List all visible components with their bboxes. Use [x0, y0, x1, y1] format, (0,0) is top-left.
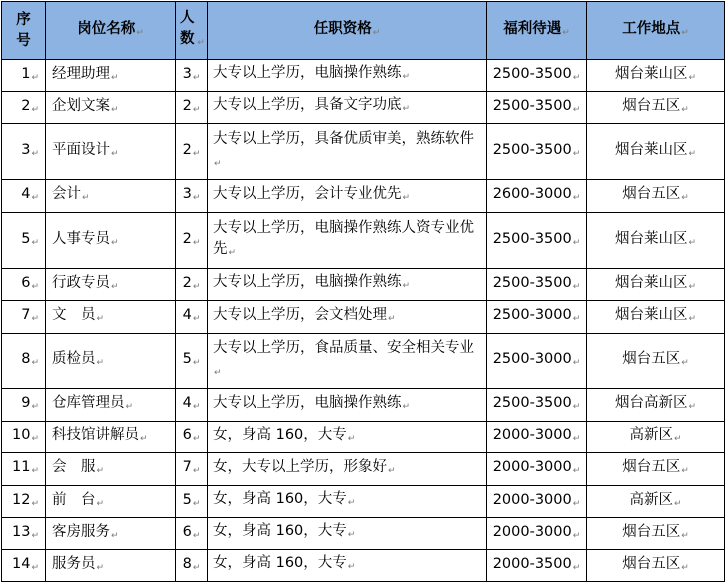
cell-index — [2, 486, 46, 518]
cell-salary — [487, 453, 587, 486]
cell-requirement — [208, 422, 487, 453]
cell-requirement-text: 女，身高 160，大专 — [213, 523, 347, 539]
paragraph-mark-icon: ↵ — [572, 281, 581, 292]
paragraph-mark-icon: ↵ — [228, 247, 237, 258]
paragraph-mark-icon: ↵ — [96, 358, 105, 368]
cell-position — [46, 92, 176, 124]
cell-position — [46, 422, 176, 453]
paragraph-mark-icon: ↵ — [572, 314, 581, 324]
cell-requirement-text: 大专以上学历，具备文字功底 — [213, 97, 402, 113]
cell-location — [587, 213, 725, 269]
cell-location-text: 烟台高新区 — [614, 395, 688, 411]
table-row — [2, 334, 725, 389]
paragraph-mark-icon: ↵ — [572, 434, 581, 444]
cell-requirement-text: 大专以上学历，电脑操作熟练 — [213, 65, 402, 81]
cell-index — [2, 453, 46, 486]
paragraph-mark-icon: ↵ — [347, 433, 356, 444]
paragraph-mark-icon: ↵ — [31, 314, 39, 324]
cell-index-text: 14 — [12, 555, 31, 572]
cell-index — [2, 213, 46, 269]
cell-count — [176, 60, 208, 92]
cell-position-text: 会 服 — [52, 459, 96, 475]
paragraph-mark-icon: ↵ — [31, 434, 39, 444]
paragraph-mark-icon: ↵ — [214, 368, 222, 378]
cell-count-text: 8 — [182, 555, 192, 572]
cell-requirement — [208, 550, 487, 582]
cell-requirement-text: 大专以上学历，具备优质审美，熟练软件 — [213, 130, 474, 147]
table-row — [2, 213, 725, 269]
cell-location-text: 高新区 — [629, 427, 673, 443]
cell-location-text: 烟台五区 — [622, 186, 681, 202]
paragraph-mark-icon: ↵ — [681, 193, 689, 203]
cell-location — [587, 92, 725, 124]
cell-count — [176, 422, 208, 453]
table-row — [2, 124, 725, 180]
cell-location — [587, 180, 725, 213]
cell-requirement — [208, 269, 487, 301]
paragraph-mark-icon: ↵ — [31, 281, 39, 292]
cell-location-text: 烟台五区 — [622, 97, 681, 114]
cell-salary-text: 2000-3000 — [492, 427, 572, 443]
cell-index-text: 12 — [12, 491, 31, 508]
paragraph-mark-icon: ↵ — [681, 27, 689, 38]
paragraph-mark-icon: ↵ — [192, 402, 201, 412]
paragraph-mark-icon: ↵ — [372, 27, 381, 38]
cell-location — [587, 124, 725, 180]
cell-index — [2, 92, 46, 124]
paragraph-mark-icon: ↵ — [681, 530, 689, 541]
header-requirement-label: 任职资格 — [313, 20, 372, 37]
cell-salary — [487, 124, 587, 180]
header-position-label: 岗位名称 — [77, 20, 136, 37]
cell-requirement — [208, 92, 487, 124]
cell-location-text: 烟台莱山区 — [614, 274, 688, 291]
cell-salary — [487, 550, 587, 582]
paragraph-mark-icon: ↵ — [192, 104, 201, 115]
cell-salary — [487, 518, 587, 550]
paragraph-mark-icon: ↵ — [572, 402, 581, 412]
cell-count — [176, 124, 208, 180]
cell-count — [176, 550, 208, 582]
paragraph-mark-icon: ↵ — [192, 530, 201, 541]
cell-index — [2, 550, 46, 582]
cell-count-text: 6 — [182, 427, 192, 443]
paragraph-mark-icon: ↵ — [31, 237, 39, 248]
paragraph-mark-icon: ↵ — [681, 562, 689, 573]
cell-salary — [487, 180, 587, 213]
header-location-label: 工作地点 — [622, 20, 681, 37]
cell-position-text: 服务员 — [52, 555, 96, 572]
table-row — [2, 60, 725, 92]
cell-count — [176, 301, 208, 334]
header-row — [2, 2, 725, 60]
paragraph-mark-icon: ↵ — [572, 358, 581, 368]
cell-index — [2, 334, 46, 389]
paragraph-mark-icon: ↵ — [192, 358, 201, 368]
paragraph-mark-icon: ↵ — [572, 530, 581, 541]
cell-count — [176, 518, 208, 550]
cell-position-text: 客房服务 — [52, 523, 110, 540]
header-salary-label: 福利待遇 — [503, 20, 562, 37]
cell-position-text: 文 员 — [52, 307, 96, 323]
table-row — [2, 422, 725, 453]
cell-index-text: 7 — [21, 307, 31, 323]
cell-position-text: 会计 — [52, 186, 81, 202]
cell-position — [46, 518, 176, 550]
cell-requirement — [208, 453, 487, 486]
cell-salary-text: 2500-3500 — [492, 230, 572, 247]
paragraph-mark-icon: ↵ — [572, 104, 581, 115]
cell-index-text: 9 — [21, 395, 31, 411]
cell-position-text: 仓库管理员 — [52, 395, 125, 411]
paragraph-mark-icon: ↵ — [96, 466, 105, 476]
paragraph-mark-icon: ↵ — [673, 498, 682, 509]
cell-position-text: 企划文案 — [52, 97, 110, 114]
cell-salary — [487, 269, 587, 301]
cell-position — [46, 269, 176, 301]
paragraph-mark-icon: ↵ — [681, 466, 689, 476]
cell-index-text: 3 — [21, 141, 31, 158]
cell-position-text: 人事专员 — [52, 230, 110, 247]
paragraph-mark-icon: ↵ — [681, 358, 689, 368]
cell-requirement — [208, 301, 487, 334]
cell-salary — [487, 213, 587, 269]
cell-count-text: 4 — [182, 307, 192, 323]
paragraph-mark-icon: ↵ — [572, 237, 581, 248]
header-index — [2, 2, 46, 60]
cell-count — [176, 213, 208, 269]
cell-requirement — [208, 334, 487, 389]
cell-location — [587, 486, 725, 518]
paragraph-mark-icon: ↵ — [197, 37, 205, 48]
paragraph-mark-icon: ↵ — [31, 562, 39, 573]
header-requirement — [208, 2, 487, 60]
cell-count-text: 2 — [182, 274, 192, 291]
cell-salary — [487, 389, 587, 422]
paragraph-mark-icon: ↵ — [688, 281, 697, 292]
cell-index-text: 11 — [12, 459, 31, 475]
cell-salary — [487, 334, 587, 389]
cell-location — [587, 334, 725, 389]
cell-requirement-text: 大专以上学历，电脑操作熟练 — [213, 394, 402, 411]
cell-requirement — [208, 518, 487, 550]
cell-count-text: 2 — [182, 141, 192, 158]
cell-count — [176, 92, 208, 124]
cell-salary-text: 2500-3500 — [492, 141, 572, 158]
cell-index — [2, 60, 46, 92]
cell-location-text: 烟台五区 — [622, 459, 681, 475]
cell-salary — [487, 422, 587, 453]
cell-index — [2, 301, 46, 334]
cell-salary — [487, 301, 587, 334]
cell-location — [587, 518, 725, 550]
cell-position — [46, 486, 176, 518]
cell-requirement — [208, 124, 487, 180]
paragraph-mark-icon: ↵ — [96, 562, 105, 573]
paragraph-mark-icon: ↵ — [673, 434, 682, 444]
cell-index-text: 2 — [21, 97, 31, 114]
cell-requirement — [208, 180, 487, 213]
table-row — [2, 550, 725, 582]
cell-count-text: 2 — [182, 97, 192, 114]
paragraph-mark-icon: ↵ — [136, 27, 144, 38]
cell-requirement-text: 大专以上学历，会计专业优先 — [213, 185, 402, 202]
paragraph-mark-icon: ↵ — [31, 530, 39, 541]
cell-index-text: 1 — [21, 65, 31, 82]
cell-salary — [487, 60, 587, 92]
cell-count — [176, 453, 208, 486]
paragraph-mark-icon: ↵ — [402, 401, 411, 412]
paragraph-mark-icon: ↵ — [125, 402, 134, 412]
paragraph-mark-icon: ↵ — [681, 104, 689, 115]
cell-requirement — [208, 486, 487, 518]
cell-count — [176, 389, 208, 422]
paragraph-mark-icon: ↵ — [111, 72, 119, 83]
cell-salary-text: 2500-3000 — [492, 307, 572, 323]
cell-position-text: 经理助理 — [52, 65, 110, 82]
cell-position — [46, 334, 176, 389]
cell-location — [587, 550, 725, 582]
paragraph-mark-icon: ↵ — [111, 237, 119, 248]
cell-position-text: 前 台 — [52, 491, 96, 508]
job-table — [1, 1, 725, 582]
paragraph-mark-icon: ↵ — [688, 314, 697, 324]
paragraph-mark-icon: ↵ — [572, 148, 581, 159]
cell-count-text: 4 — [182, 395, 192, 411]
cell-salary-text: 2500-3500 — [492, 97, 572, 114]
paragraph-mark-icon: ↵ — [572, 193, 581, 203]
cell-index-text: 6 — [21, 274, 31, 291]
paragraph-mark-icon: ↵ — [688, 237, 697, 248]
cell-salary-text: 2000-3000 — [492, 491, 572, 508]
paragraph-mark-icon: ↵ — [688, 72, 697, 83]
cell-location-text: 烟台五区 — [622, 555, 681, 572]
cell-count — [176, 486, 208, 518]
cell-salary-text: 2000-3000 — [492, 459, 572, 475]
cell-salary-text: 2000-3000 — [492, 523, 572, 540]
cell-location-text: 烟台五区 — [622, 351, 681, 367]
paragraph-mark-icon: ↵ — [192, 498, 201, 509]
paragraph-mark-icon: ↵ — [572, 466, 581, 476]
cell-count-text: 2 — [182, 230, 192, 247]
cell-requirement-text: 女，身高 160，大专 — [213, 426, 347, 443]
cell-salary — [487, 92, 587, 124]
header-count — [176, 2, 208, 60]
cell-position — [46, 124, 176, 180]
cell-index — [2, 389, 46, 422]
paragraph-mark-icon: ↵ — [96, 498, 105, 509]
cell-requirement-text: 女，身高 160，大专 — [213, 491, 347, 507]
paragraph-mark-icon: ↵ — [31, 466, 39, 476]
table-row — [2, 486, 725, 518]
cell-requirement-text: 大专以上学历，电脑操作熟练 — [213, 274, 402, 290]
cell-index — [2, 180, 46, 213]
paragraph-mark-icon: ↵ — [31, 193, 39, 203]
cell-requirement-text: 大专以上学历，会文档处理 — [213, 306, 387, 323]
cell-count-text: 5 — [182, 351, 192, 367]
cell-index — [2, 269, 46, 301]
paragraph-mark-icon: ↵ — [111, 281, 119, 292]
cell-position-text: 行政专员 — [52, 274, 110, 291]
cell-salary-text: 2500-3000 — [492, 351, 572, 367]
cell-requirement — [208, 213, 487, 269]
paragraph-mark-icon: ↵ — [214, 158, 222, 169]
header-count-label: 人数 — [179, 9, 195, 47]
cell-count — [176, 334, 208, 389]
paragraph-mark-icon: ↵ — [192, 193, 201, 203]
cell-count-text: 3 — [182, 186, 192, 202]
cell-location-text: 高新区 — [629, 491, 673, 508]
paragraph-mark-icon: ↵ — [140, 434, 148, 444]
paragraph-mark-icon: ↵ — [31, 104, 39, 115]
paragraph-mark-icon: ↵ — [192, 148, 201, 159]
cell-position-text: 质检员 — [52, 351, 96, 367]
cell-index-text: 10 — [12, 427, 31, 443]
cell-salary — [487, 486, 587, 518]
cell-location — [587, 269, 725, 301]
table-row — [2, 269, 725, 301]
cell-location-text: 烟台莱山区 — [614, 307, 688, 323]
cell-count-text: 7 — [182, 459, 192, 475]
paragraph-mark-icon: ↵ — [192, 562, 201, 573]
cell-position — [46, 389, 176, 422]
table-row — [2, 518, 725, 550]
cell-requirement — [208, 60, 487, 92]
paragraph-mark-icon: ↵ — [402, 104, 411, 114]
paragraph-mark-icon: ↵ — [192, 466, 201, 476]
paragraph-mark-icon: ↵ — [572, 498, 581, 509]
paragraph-mark-icon: ↵ — [402, 281, 411, 291]
cell-requirement-text: 女，大专以上学历，形象好 — [213, 458, 387, 475]
cell-location-text: 烟台莱山区 — [614, 141, 688, 158]
cell-location-text: 烟台五区 — [622, 523, 681, 540]
cell-location — [587, 453, 725, 486]
paragraph-mark-icon: ↵ — [111, 148, 119, 159]
paragraph-mark-icon: ↵ — [562, 27, 570, 38]
paragraph-mark-icon: ↵ — [82, 193, 90, 203]
paragraph-mark-icon: ↵ — [192, 314, 201, 324]
paragraph-mark-icon: ↵ — [388, 313, 396, 324]
paragraph-mark-icon: ↵ — [688, 402, 697, 412]
paragraph-mark-icon: ↵ — [192, 434, 201, 444]
paragraph-mark-icon: ↵ — [192, 72, 201, 83]
table-row — [2, 453, 725, 486]
paragraph-mark-icon: ↵ — [347, 530, 356, 540]
cell-location — [587, 389, 725, 422]
cell-location — [587, 422, 725, 453]
cell-requirement-text: 大专以上学历，食品质量、安全相关专业 — [213, 340, 474, 356]
paragraph-mark-icon: ↵ — [31, 72, 39, 83]
cell-count-text: 3 — [182, 65, 192, 82]
header-salary — [487, 2, 587, 60]
cell-position-text: 科技馆讲解员 — [52, 427, 139, 443]
cell-index — [2, 124, 46, 180]
paragraph-mark-icon: ↵ — [31, 498, 39, 509]
cell-count — [176, 180, 208, 213]
cell-count — [176, 269, 208, 301]
cell-salary-text: 2000-3500 — [492, 555, 572, 572]
table-row — [2, 180, 725, 213]
paragraph-mark-icon: ↵ — [111, 530, 119, 541]
cell-salary-text: 2600-3000 — [492, 186, 572, 202]
paragraph-mark-icon: ↵ — [388, 465, 396, 476]
table-row — [2, 301, 725, 334]
cell-index-text: 13 — [12, 523, 31, 540]
cell-index — [2, 422, 46, 453]
paragraph-mark-icon: ↵ — [31, 402, 39, 412]
cell-count-text: 6 — [182, 523, 192, 540]
cell-count-text: 5 — [182, 491, 192, 508]
cell-position — [46, 60, 176, 92]
header-index-label: 序号 — [16, 11, 31, 49]
cell-index-text: 5 — [21, 230, 31, 247]
paragraph-mark-icon: ↵ — [192, 281, 201, 292]
paragraph-mark-icon: ↵ — [192, 237, 201, 248]
cell-location — [587, 60, 725, 92]
header-location — [587, 2, 725, 60]
cell-index — [2, 518, 46, 550]
cell-requirement-text: 大专以上学历，电脑操作熟练人资专业优先 — [213, 219, 474, 257]
paragraph-mark-icon: ↵ — [347, 498, 356, 508]
cell-position — [46, 453, 176, 486]
cell-position-text: 平面设计 — [52, 141, 110, 158]
cell-requirement-text: 女，身高 160，大专 — [213, 555, 347, 571]
table-row — [2, 92, 725, 124]
paragraph-mark-icon: ↵ — [31, 148, 39, 159]
paragraph-mark-icon: ↵ — [96, 314, 105, 324]
cell-position — [46, 301, 176, 334]
cell-salary-text: 2500-3500 — [492, 65, 572, 82]
table-row — [2, 389, 725, 422]
cell-location-text: 烟台莱山区 — [614, 65, 688, 82]
cell-index-text: 4 — [21, 186, 31, 202]
cell-position — [46, 213, 176, 269]
cell-location-text: 烟台莱山区 — [614, 230, 688, 247]
paragraph-mark-icon: ↵ — [31, 358, 39, 368]
cell-requirement — [208, 389, 487, 422]
cell-salary-text: 2500-3500 — [492, 395, 572, 411]
cell-position — [46, 180, 176, 213]
paragraph-mark-icon: ↵ — [688, 148, 697, 159]
cell-location — [587, 301, 725, 334]
paragraph-mark-icon: ↵ — [572, 562, 581, 573]
paragraph-mark-icon: ↵ — [572, 72, 581, 83]
header-position — [46, 2, 176, 60]
paragraph-mark-icon: ↵ — [347, 562, 356, 572]
paragraph-mark-icon: ↵ — [111, 104, 119, 115]
paragraph-mark-icon: ↵ — [402, 72, 411, 82]
cell-position — [46, 550, 176, 582]
cell-salary-text: 2500-3500 — [492, 274, 572, 291]
cell-index-text: 8 — [21, 351, 31, 367]
paragraph-mark-icon: ↵ — [402, 192, 411, 203]
